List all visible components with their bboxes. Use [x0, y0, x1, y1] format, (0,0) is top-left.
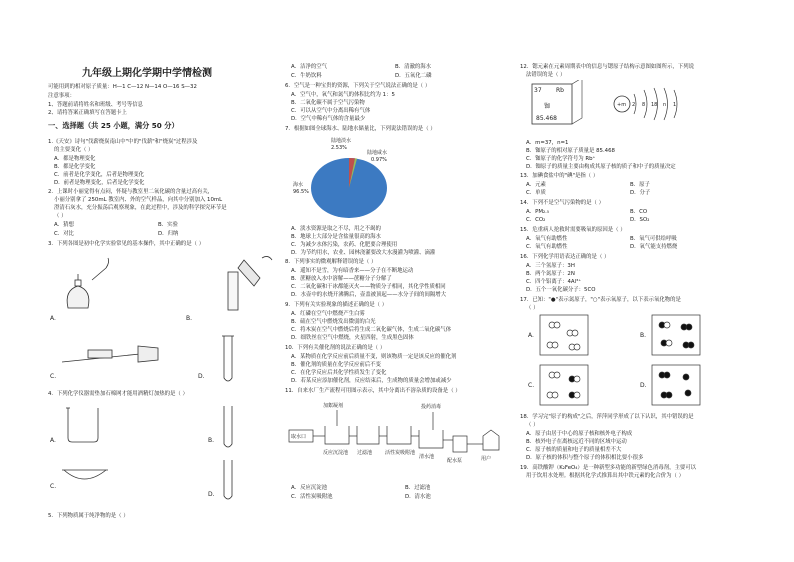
q11-stem: 11．自来水厂生产流程可用图示表示，其中分离出不溶杂质的设备是（ ） [285, 388, 461, 394]
q6-option-d: D．空气中稀有气体的含量最少 [291, 116, 366, 122]
q7-option-c: C．为减少水体污染，农药、化肥要合理使用 [291, 242, 398, 248]
flow-label-flocculant: 加絮凝剂 [323, 403, 344, 409]
q18-stem: 18．学习完"原子的构成"之后，萍萍同学形成了以下认识，其中错误的是 [520, 414, 694, 420]
flow-label-users: 用户 [481, 456, 492, 462]
q17-box-d [652, 365, 700, 405]
q9-option-c: C．将木炭在空气中燃烧后将生成二氧化碳气体，生成二氧化碳气体 [291, 327, 452, 333]
q10-option-d: D．若某反应添加催化剂，反应结束后，生成物的质量会增加或减少 [291, 378, 452, 384]
q16-option-c: C．四个铝离子：4Al³⁺ [526, 279, 582, 285]
q2-option-b: B．实验 [158, 222, 178, 228]
q8-stem: 8．下列事实的微观解释错误的是（ ） [285, 259, 377, 265]
q15-option-d: D．氧气能支持燃烧 [630, 244, 678, 250]
q7-option-a: A．淡水资源是取之不尽，用之不竭的 [291, 226, 381, 232]
exam-title: 九年级上期化学期中学情检测 [82, 68, 212, 79]
q19-line-1: 19．高铁酸钾（K₂FeO₄）是一种新型多功能的新型绿色消毒剂，主要可以 [520, 465, 697, 471]
q9-option-a: A．红磷在空气中燃烧产生白雾 [291, 311, 365, 317]
q13-option-b: B．原子 [630, 182, 650, 188]
q5-option-b: B．清澈的海水 [395, 64, 432, 70]
q16-option-d: D．五个一氧化碳分子：5CO [526, 287, 596, 293]
q6-option-a: A．空气中，氧气和氮气的体积比约为 1：5 [291, 92, 395, 98]
q8-option-b: B．蔗糖放入水中溶解——蔗糖分子分解了 [291, 276, 392, 282]
q4-stem: 4．下列化学仪器需垫加石棉网才能用酒精灯加热的是（ ） [48, 391, 188, 397]
q12-option-b: B．铷原子的相对原子质量是 85.468 [526, 148, 615, 154]
q3-fig-label-d: D. [198, 373, 205, 380]
q4-fig-d-tube [224, 460, 232, 499]
q14-option-b: B．CO [630, 209, 648, 215]
q3-fig-d-test-tube [222, 336, 234, 381]
q15-option-a: A．氧气有助燃性 [526, 236, 568, 242]
section-heading: 一、选择题（共 25 小题，满分 50 分） [48, 121, 179, 130]
flow-box-pump [453, 436, 467, 452]
q8-option-c: C．二氧化碳和干冰都能灭火——物质分子相同，其化学性质相同 [291, 284, 446, 290]
q6-option-b: B．二氧化碳不属于空气污染物 [291, 100, 365, 106]
flow-label-carbon: 活性炭吸附池 [385, 450, 416, 456]
q8-option-d: D．水壶中的水烧开沸腾后，壶盖被顶起——水分子间的间隔增大 [291, 292, 447, 298]
q10-option-b: B．催化剂的质量在化学反应前后不变 [291, 362, 381, 368]
atom-shell-4: n [663, 102, 667, 108]
q12-option-d: D．铷原子的质量主要由构成其原子核的质子和中子的质量决定 [526, 164, 676, 170]
element-name: 铷 [544, 103, 551, 110]
q18-tail: （ ） [526, 422, 539, 428]
q13-option-d: D．分子 [630, 190, 651, 196]
note-1: 1、答题前请将姓名和班级、考号等信息 [48, 102, 144, 108]
q8-option-a: A．遥知不是雪，为有暗香来——分子在不断地运动 [291, 268, 414, 274]
q10-stem: 10．下列有关催化剂的说法正确的是（ ） [285, 345, 386, 351]
q12-line-2: 法错误的是（ ） [526, 72, 566, 78]
q2-option-d: D．归纳 [158, 231, 179, 237]
q17-tail: （ ） [526, 305, 539, 311]
q3-fig-label-c: C. [50, 373, 57, 380]
q10-option-a: A．某物质在化学反应前后质量不变，则该物质一定是该反应的催化剂 [291, 354, 457, 360]
q4-fig-a-beaker [66, 408, 98, 442]
element-mass: 85.468 [536, 115, 557, 122]
atom-shell-3: 18 [651, 102, 658, 108]
q9-stem: 9．下列有关实验现象的描述正确的是（ ） [285, 302, 388, 308]
flow-label-sediment: 反应沉淀池 [323, 450, 349, 456]
q4-figures [48, 400, 278, 510]
q6-stem: 6．空气是一种宝贵的资源，下列关于空气说法正确的是（ ） [285, 83, 431, 89]
pie-label-sea: 海水 [293, 182, 304, 188]
q11-option-b: B．过滤池 [405, 485, 431, 491]
q15-stem: 15．危重病人抢救时需要吸氧的原因是（ ） [520, 227, 626, 233]
pie-label-fresh: 陆地淡水 [331, 138, 352, 144]
q18-option-b: B．核外电子在离核远近不同的区域中运动 [526, 439, 627, 445]
q12-option-c: C．铷原子的化学符号为 Rb⁺ [526, 156, 596, 162]
note-2: 2、请将答案正确填写在答题卡上 [48, 110, 127, 116]
q3-figures [48, 250, 278, 388]
q9-option-b: B．硫在空气中燃烧发出微弱的白光 [291, 319, 376, 325]
q4-fig-label-b: B. [208, 437, 215, 444]
water-treatment-flow [287, 396, 511, 478]
q12-line-1: 12．锶元素在元素周期表中的信息与锶原子结构示意图如图所示，下列说 [520, 64, 694, 70]
pie-label-fresh-pct: 2.53% [331, 145, 347, 151]
q19-line-2: 用于饮用水处理。根据其化学式推算出其中铁元素的化合价为（ ） [526, 473, 685, 479]
pie-label-salt-pct: 0.97% [371, 157, 387, 163]
pie-label-sea-pct: 96.5% [293, 189, 309, 195]
q1-option-c: C．前者是化学变化，后者是物理变化 [54, 172, 145, 178]
q1-line-2: 的主要变化（ ） [54, 147, 94, 153]
q18-option-c: C．原子核的质量和电子的质量相差不大 [526, 447, 622, 453]
q17-stem: 17．已知："●"表示氮原子，"○"表示氧原子，以下表示氧化物的是 [520, 297, 681, 303]
q18-option-a: A．原子由居于中心的原子核和核外电子构成 [526, 431, 633, 437]
q17-box-b [652, 315, 700, 355]
q17-label-c: C. [528, 382, 535, 389]
q14-stem: 14．下列不是空气污染物的是（ ） [520, 200, 605, 206]
q7-option-b: B．地球上大部分是含盐量很高的海水 [291, 234, 381, 240]
flow-label-clear: 清水池 [419, 454, 435, 460]
q3-fig-label-a: A. [50, 315, 56, 322]
q2-line-3: 澄清石灰水，充分振荡后观察现象，在此过程中，涉及的科学探究环节是 [54, 205, 227, 211]
flow-label-disinfect: 投药消毒 [421, 404, 442, 410]
q13-option-c: C．单质 [526, 190, 546, 196]
q4-fig-c-evaporating-dish [62, 470, 108, 479]
q2-option-c: C．对比 [54, 231, 74, 237]
q4-fig-label-a: A. [50, 437, 56, 444]
q15-option-c: C．氧气有助燃性 [526, 244, 568, 250]
q1-line-1: 1.《天安》诗句"伐薪烧炭南山中"中的"伐薪"和"烧炭"过程涉及 [48, 139, 198, 145]
atomic-mass-line: 可能用到的相对原子质量：H—1 C—12 N—14 O—16 S—32 [48, 84, 197, 90]
pie-label-salt: 陆地咸水 [367, 150, 388, 156]
q17-box-c [540, 365, 588, 405]
element-number: 37 [534, 87, 542, 94]
q13-option-a: A．元素 [526, 182, 546, 188]
q2-line-4: （ ） [54, 213, 67, 219]
rubidium-figure [526, 80, 726, 130]
q2-line-1: 2．上课时小丽觉得有点闷，怀疑与教室里二氧化碳的含量过高有关， [48, 189, 214, 195]
q5-option-a: A．洁净的空气 [291, 64, 328, 70]
flow-label-filter: 过滤池 [357, 450, 373, 456]
q17-label-a: A. [528, 332, 534, 339]
q17-label-b: B. [640, 332, 647, 339]
q10-option-c: C．在化学反应后其化学性质发生了变化 [291, 370, 387, 376]
atom-nucleus-charge: +m [617, 102, 627, 108]
q14-option-a: A．PM₂.₅ [526, 209, 550, 215]
q13-stem: 13．加碘食盐中的"碘"是指（ ） [520, 173, 599, 179]
q5-option-c: C．牛奶饮料 [291, 73, 322, 79]
flow-label-intake: 取水口 [291, 434, 307, 440]
q11-option-d: D．清水池 [405, 494, 431, 500]
q17-label-d: D. [640, 382, 647, 389]
q17-figures [526, 313, 746, 409]
q5-option-d: D．五氧化二磷 [395, 73, 432, 79]
q14-option-d: D．SO₂ [630, 217, 650, 223]
q15-option-b: B．氧气可供给呼吸 [630, 236, 677, 242]
q3-fig-a-alcohol-lamp [67, 258, 109, 308]
flow-label-pump: 配水泵 [447, 458, 463, 464]
q12-option-a: A．m=37，n=1 [526, 140, 569, 146]
flow-house-users [483, 430, 499, 450]
element-symbol: Rb [556, 87, 564, 94]
q16-stem: 16．下列化学用语表达正确的是（ ） [520, 254, 610, 260]
water-pie-chart [291, 134, 411, 224]
q5-stem: 5．下列物质属于纯净物的是（ ） [48, 513, 129, 519]
q3-fig-label-b: B. [186, 315, 193, 322]
q1-option-d: D．前者是物理变化，后者是化学变化 [54, 180, 145, 186]
notes-heading: 注意事项： [48, 93, 75, 99]
atom-shell-1: 2 [632, 102, 636, 108]
q3-fig-c-test-tube-clamp [62, 346, 158, 362]
q16-option-b: B．两个氮原子：2N [526, 271, 575, 277]
q9-option-d: D．细铁丝在空气中燃烧，火星四射，生成黑色固体 [291, 335, 414, 341]
q6-option-c: C．可以从空气中分离出稀有气体 [291, 108, 371, 114]
q4-fig-label-d: D. [208, 491, 215, 498]
q7-option-d: D．为节约用水，农业、园林浇灌要改大水漫灌为喷灌、滴灌 [291, 250, 436, 256]
q2-line-2: 小丽分别拿了 250mL 教室内、外的空气样品，向其中分别加入 10mL [54, 197, 223, 203]
q16-option-a: A．三个氢原子：3H [526, 263, 575, 269]
q4-fig-b-test-tube [224, 406, 232, 447]
atom-shell-2: 8 [642, 102, 646, 108]
q2-option-a: A．猜想 [54, 222, 74, 228]
q3-fig-b-pouring [228, 256, 272, 310]
q11-option-c: C．活性炭吸附池 [291, 494, 333, 500]
q17-box-a [540, 315, 588, 355]
q14-option-c: C．CO₂ [526, 217, 546, 223]
atom-shell-5: 1 [673, 102, 677, 108]
q1-option-b: B．都是化学变化 [54, 164, 96, 170]
q3-stem: 3．下列各图是初中化学实验常见的基本操作，其中正确的是（ ） [48, 241, 205, 247]
q7-stem: 7．根据如图全球海水、陆地水储量比，下列说法错误的是（ ） [285, 126, 436, 132]
q11-option-a: A．反应沉淀池 [291, 485, 328, 491]
q1-option-a: A．都是物理变化 [54, 156, 96, 162]
q4-fig-label-c: C. [50, 483, 57, 490]
q18-option-d: D．原子核的体积与整个原子的体积相比要小很多 [526, 455, 644, 461]
